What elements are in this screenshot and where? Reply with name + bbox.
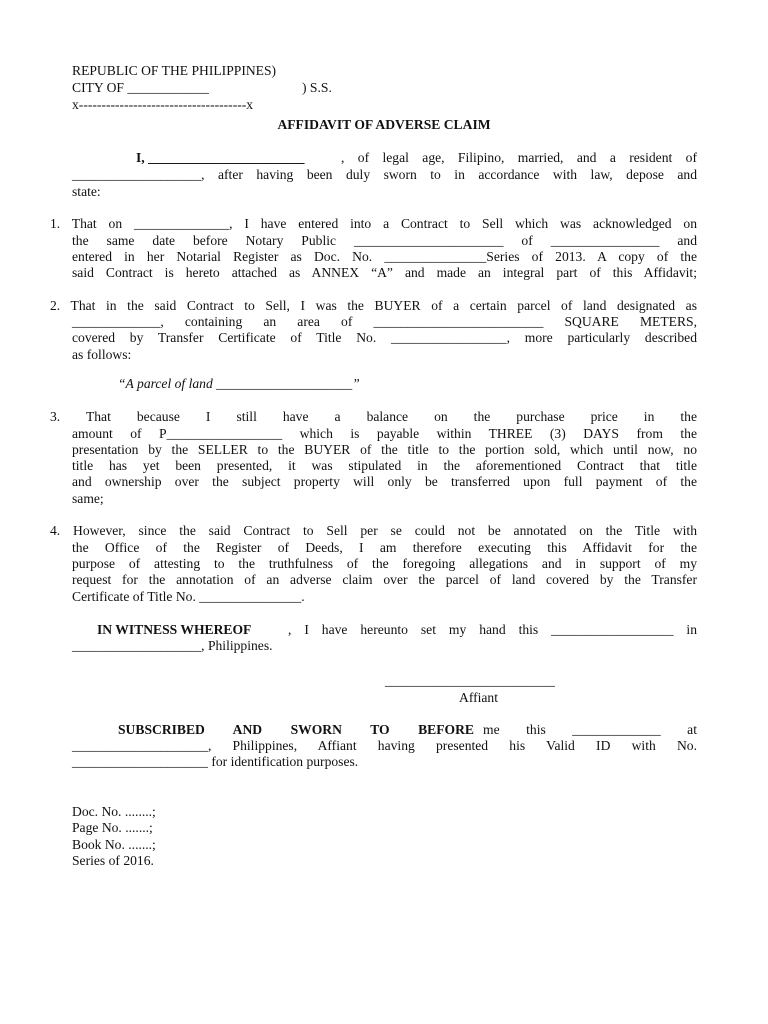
para2-line-4: as follows: xyxy=(72,347,132,362)
para3-line-4: title has yet been presented, it was stipulated in the aforementioned Contract that title xyxy=(72,458,697,473)
para2-line-1: 2. That in the said Contract to Sell, I was the BUYER of a certain parcel of land designated as xyxy=(50,298,697,313)
para3-line-3: presentation by the SELLER to the BUYER of the title to the portion sold, which until now, no xyxy=(72,442,697,457)
header-divider: x-------------------------------------x xyxy=(72,97,254,112)
signature-line: _________________________ xyxy=(385,673,555,688)
intro-line-2: ___________________, after having been duly sworn to in accordance with law, depose and xyxy=(72,167,697,182)
intro-line-1: , of legal age, Filipino, married, and a resident of xyxy=(341,150,697,165)
witness-line-2: ___________________, Philippines. xyxy=(72,638,273,653)
intro-line-3: state: xyxy=(72,184,101,199)
para1-line-2: the same date before Notary Public ______________________ of ________________ and xyxy=(72,233,697,248)
para1-line-1: 1. That on ______________, I have entered into a Contract to Sell which was acknowledged on xyxy=(50,216,697,231)
para3-line-5: and ownership over the subject property will only be transferred upon full payment of the xyxy=(72,474,697,489)
intro-affiant-prefix: I, _______________________ xyxy=(136,150,305,165)
jurat-line-2: ____________________, Philippines, Affiant having presented his Valid ID with No. xyxy=(72,738,697,753)
para2-line-3: covered by Transfer Certificate of Title No. _________________, more particularly described xyxy=(72,330,697,345)
affiant-label: Affiant xyxy=(459,690,499,705)
para3-line-2: amount of P_________________ which is payable within THREE (3) DAYS from the xyxy=(72,426,697,441)
header-republic: REPUBLIC OF THE PHILIPPINES) xyxy=(72,63,277,78)
notarial-page-no: Page No. .......; xyxy=(72,820,153,835)
header-city: CITY OF ____________ xyxy=(72,80,209,95)
para1-line-3: entered in her Notarial Register as Doc. No. _______________Series of 2013. A copy of the xyxy=(72,249,697,264)
notarial-book-no: Book No. .......; xyxy=(72,837,156,852)
para4-line-3: purpose of attesting to the truthfulness of the foregoing allegations and in support of my xyxy=(72,556,697,571)
header-ss: ) S.S. xyxy=(302,80,332,95)
witness-line-1: , I have hereunto set my hand this __________________ in xyxy=(288,622,697,637)
notarial-doc-no: Doc. No. ........; xyxy=(72,804,156,819)
jurat-line-1: me this _____________ at xyxy=(483,722,697,737)
parcel-description: “A parcel of land ____________________” xyxy=(118,376,360,391)
jurat-heading: SUBSCRIBED AND SWORN TO BEFORE xyxy=(118,722,474,737)
para3-line-6: same; xyxy=(72,491,104,506)
document-title: AFFIDAVIT OF ADVERSE CLAIM xyxy=(277,117,491,132)
para4-line-4: request for the annotation of an adverse claim over the parcel of land covered by the Transfer xyxy=(72,572,697,587)
jurat-line-3: ____________________ for identification purposes. xyxy=(72,754,359,769)
witness-heading: IN WITNESS WHEREOF xyxy=(97,622,252,637)
notarial-series: Series of 2016. xyxy=(72,853,154,868)
para1-line-4: said Contract is hereto attached as ANNEX “A” and made an integral part of this Affidavit; xyxy=(72,265,697,280)
para4-line-1: 4. However, since the said Contract to Sell per se could not be annotated on the Title with xyxy=(50,523,697,538)
para2-line-2: _____________, containing an area of _________________________ SQUARE METERS, xyxy=(72,314,697,329)
para4-line-2: the Office of the Register of Deeds, I am therefore executing this Affidavit for the xyxy=(72,540,697,555)
para4-line-5: Certificate of Title No. _______________. xyxy=(72,589,305,604)
para3-line-1: 3. That because I still have a balance on the purchase price in the xyxy=(50,409,697,424)
